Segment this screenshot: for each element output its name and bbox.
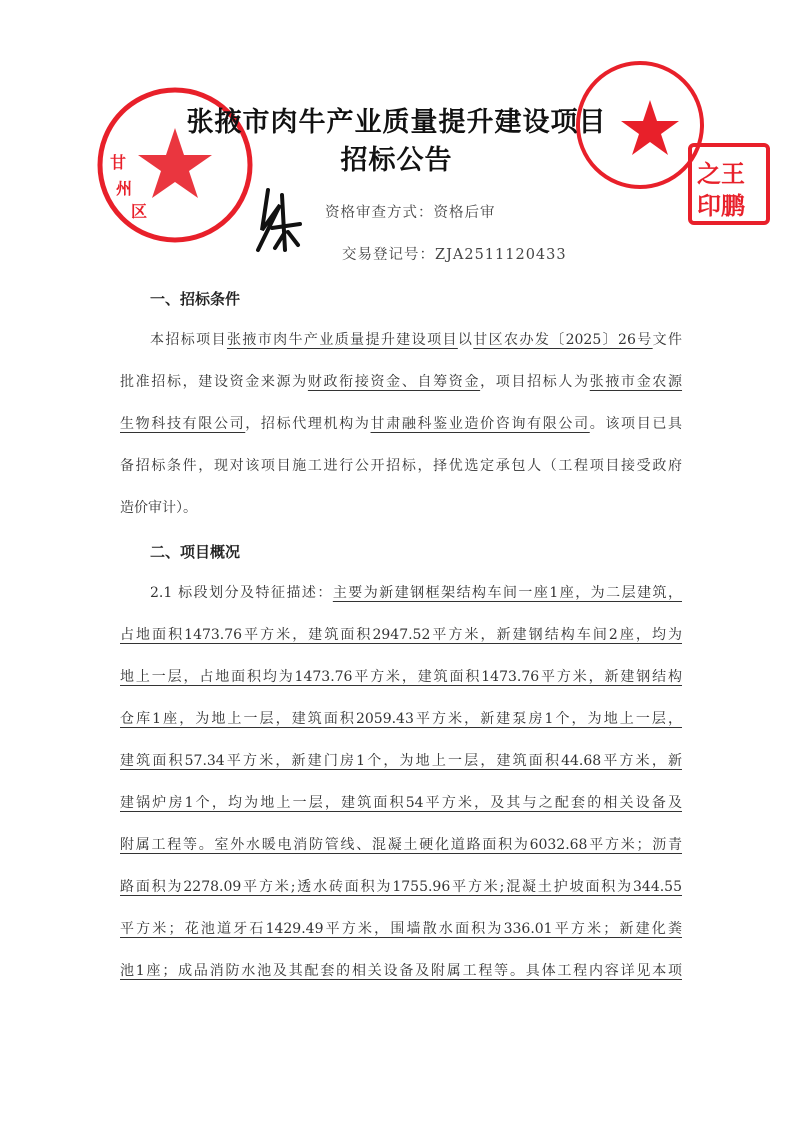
svg-text:之王: 之王 — [697, 159, 745, 188]
underlined-field: 地上一层，占地面积均为1473.76平方米，建筑面积1473.76平方米，新建钢结构 — [120, 669, 682, 685]
paragraph-line — [120, 371, 682, 393]
text-segment: 2.1 标段划分及特征描述： — [150, 585, 333, 601]
paragraph-line — [120, 792, 682, 814]
underlined-field: 张掖市肉牛产业质量提升建设项目 — [226, 332, 458, 348]
text-segment: 备招标条件，现对该项目施工进行公开招标，择优选定承包人（工程项目接受政府 — [120, 458, 682, 474]
underlined-field: 张掖市金农源 — [589, 374, 683, 390]
svg-text:印鹏: 印鹏 — [697, 191, 745, 220]
text-segment: ，招标代理机构为 — [245, 416, 371, 432]
underlined-field: 甘肃融科鉴业造价咨询有限公司 — [370, 416, 590, 432]
paragraph-line — [120, 666, 682, 688]
underlined-field: 平方米；花池道牙石1429.49平方米，围墙散水面积为336.01平方米；新建化粪 — [120, 921, 682, 937]
text-segment: ，项目招标人为 — [480, 374, 590, 390]
paragraph-line — [120, 413, 682, 435]
registration-number: 交易登记号：ZJA2511120433 — [342, 247, 567, 263]
paragraph-line — [120, 834, 682, 856]
underlined-field: 建筑面积57.34平方米，新建门房1个，为地上一层，建筑面积44.68平方米，新 — [120, 753, 682, 769]
paragraph-line — [150, 582, 682, 604]
underlined-field: 仓库1座，为地上一层，建筑面积2059.43平方米，新建泵房1个，为地上一层， — [120, 711, 682, 727]
paragraph-line — [150, 329, 682, 351]
paragraph-line — [120, 876, 682, 898]
text-segment: 文件 — [652, 332, 683, 348]
underlined-field: 甘区农办发〔2025〕26号 — [473, 332, 653, 348]
underlined-field: 路面积为2278.09平方米;透水砖面积为1755.96平方米;混凝土护坡面积为344.55 — [120, 879, 682, 895]
text-segment: 批准招标，建设资金来源为 — [120, 374, 308, 390]
handwritten-signature — [258, 190, 300, 250]
paragraph-line — [120, 708, 682, 730]
underlined-field: 财政衔接资金、自筹资金 — [307, 374, 481, 390]
paragraph-line — [120, 455, 682, 477]
underlined-field: 建锅炉房1个，均为地上一层，建筑面积54平方米，及其与之配套的相关设备及 — [120, 795, 682, 811]
section-heading-conditions: 一、招标条件 — [150, 290, 241, 308]
underlined-field: 生物科技有限公司 — [120, 416, 246, 432]
underlined-field: 主要为新建钢框架结构车间一座1座，为二层建筑， — [332, 585, 682, 601]
text-segment: 造价审计）。 — [120, 500, 197, 516]
review-method: 资格审查方式：资格后审 — [325, 205, 496, 221]
section-heading-overview: 二、项目概况 — [150, 543, 241, 561]
underlined-field: 占地面积1473.76平方米，建筑面积2947.52平方米，新建钢结构车间2座，均为 — [120, 627, 682, 643]
paragraph-line — [120, 960, 682, 982]
paragraph-line — [120, 750, 682, 772]
svg-text:州: 州 — [116, 179, 133, 198]
text-segment: 本招标项目 — [150, 332, 227, 348]
paragraph-line — [120, 624, 682, 646]
svg-text:甘: 甘 — [110, 153, 127, 172]
underlined-field: 附属工程等。室外水暖电消防管线、混凝土硬化道路面积为6032.68平方米；沥青 — [120, 837, 682, 853]
page-title: 张掖市肉牛产业质量提升建设项目 — [186, 107, 607, 138]
svg-text:区: 区 — [131, 202, 148, 221]
paragraph-line — [120, 497, 682, 519]
text-segment: 以 — [457, 332, 474, 348]
underlined-field: 池1座；成品消防水池及其配套的相关设备及附属工程等。具体工程内容详见本项 — [120, 963, 682, 979]
paragraph-line — [120, 918, 682, 940]
page-subtitle: 招标公告 — [340, 145, 453, 176]
text-segment: 。该项目已具 — [589, 416, 683, 432]
